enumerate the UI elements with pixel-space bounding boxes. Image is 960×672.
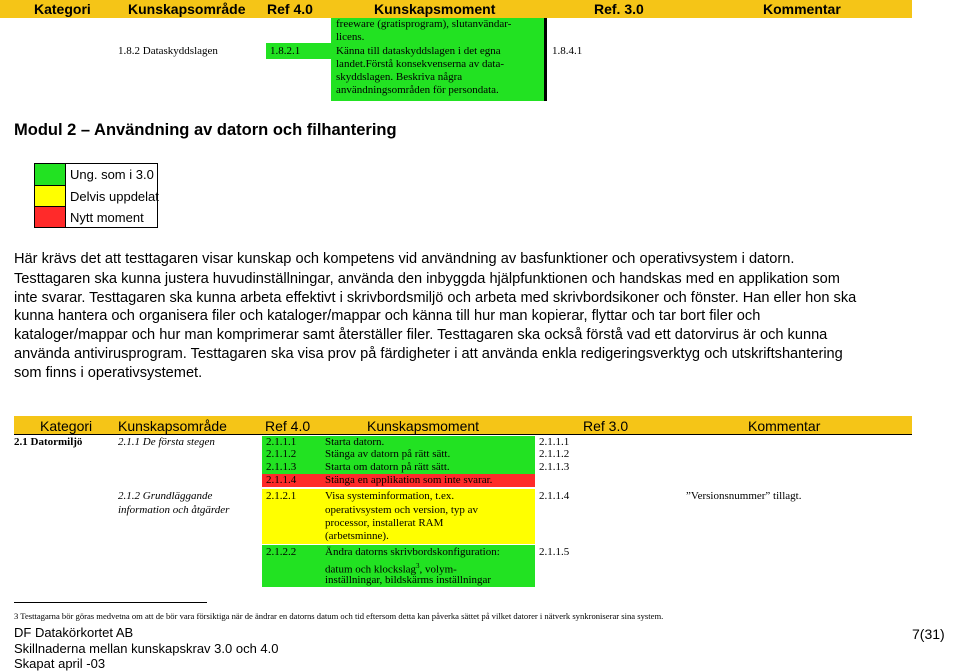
row-4-moment: Stänga en applikation som inte svarar. — [325, 474, 493, 486]
row-5-moment-l3: processor, installerat RAM — [325, 517, 444, 529]
row-5-ref40: 2.1.2.1 — [266, 490, 297, 502]
legend-yellow-swatch — [34, 185, 66, 207]
row-5-moment-l4: (arbetsminne). — [325, 530, 389, 542]
row-6-moment-l2b: , volym- — [419, 563, 457, 576]
row-2-moment: Stänga av datorn på rätt sätt. — [325, 448, 451, 460]
intro-line-7: som finns i operativsystemet. — [14, 365, 203, 381]
area-grundlaggande-l2: information och åtgärder — [118, 504, 230, 516]
footer-date: Skapat april -03 — [14, 656, 106, 671]
row-1-bg — [262, 436, 535, 448]
row-5-moment-l2: operativsystem och version, typ av — [325, 504, 479, 516]
row-6-moment-l1: Ändra datorns skrivbordskonfiguration: — [325, 546, 500, 558]
row-6-ref40: 2.1.2.2 — [266, 546, 297, 558]
area-dataskyddslagen: 1.8.2 Dataskyddslagen — [118, 45, 218, 57]
row-3-ref30: 2.1.1.3 — [539, 461, 570, 473]
cont-line-1: freeware (gratisprogram), slutanvändar- — [336, 18, 512, 30]
row-1-ref40: 2.1.1.1 — [266, 436, 297, 448]
intro-line-4: kunna hantera och organisera filer och kataloger/mappar och känna till hur man kopierar, flyttar och tar bort filer och — [14, 308, 761, 324]
footnote-ref-3: 3 — [416, 562, 420, 570]
row-6-moment-l2a: datum och klockslag — [325, 563, 417, 576]
row-5-comment: ”Versionsnummer” tillagt. — [686, 490, 802, 502]
footer-page-number: 7(31) — [912, 626, 945, 642]
category-datormiljo: 2.1 Datormiljö — [14, 436, 83, 448]
bhdr-kommentar: Kommentar — [748, 418, 821, 434]
row-4-ref40: 2.1.1.4 — [266, 474, 297, 486]
header-kunskapsomrade: Kunskapsområde — [128, 1, 246, 17]
top-table-header — [0, 0, 912, 18]
header-kommentar: Kommentar — [763, 1, 841, 17]
intro-line-2: Testtagaren ska kunna justera huvudinställningar, använda den inbyggda hjälpfunktionen och handskas med en applikation som — [14, 271, 840, 287]
bhdr-kategori: Kategori — [40, 418, 93, 434]
intro-line-1: Här krävs det att testtagaren visar kunskap och kompetens vid användning av basfunktioner och operativsystem i datorn. — [14, 251, 795, 267]
legend-green-swatch — [34, 163, 66, 186]
bottom-header-rule — [14, 434, 912, 435]
footer-doc: Skillnaderna mellan kunskapskrav 3.0 och 4.0 — [14, 641, 279, 656]
footnote-rule — [14, 602, 207, 603]
bhdr-ref30: Ref 3.0 — [583, 418, 629, 434]
legend-red-label: Nytt moment — [70, 210, 144, 225]
header-kunskapsmoment: Kunskapsmoment — [374, 1, 496, 17]
ref30-1841: 1.8.4.1 — [552, 45, 583, 57]
area-grundlaggande-l1: 2.1.2 Grundläggande — [118, 490, 213, 502]
legend-yellow-label: Delvis uppdelat — [70, 189, 159, 204]
bhdr-kunskapsmoment: Kunskapsmoment — [367, 418, 480, 434]
module-title: Modul 2 – Användning av datorn och filhantering — [14, 121, 397, 139]
footer-org: DF Datakörkortet AB — [14, 625, 134, 640]
header-kategori: Kategori — [34, 1, 91, 17]
row-3-moment: Starta om datorn på rätt sätt. — [325, 461, 450, 473]
bottom-table-header — [14, 416, 912, 434]
moment-line-4: användningsområden för persondata. — [336, 84, 499, 96]
row-6-ref30: 2.1.1.5 — [539, 546, 570, 558]
intro-line-6: använda antivirusprogram. Testtagaren ska visa prov på färdigheter i att använda enkla redigeringsverktyg och utskriftshantering — [14, 346, 843, 362]
intro-line-3: inte svarar. Testtagaren ska kunna arbeta effektivt i skrivbordsmiljö och arbeta med skrivbordsikoner och fönster. Han eller hon ska — [14, 290, 857, 306]
row-1-moment: Starta datorn. — [325, 436, 385, 448]
footnote-text: 3 Testtagarna bör göras medvetna om att de bör vara försiktiga när de ändrar en datorns datum och tid eftersom detta kan påverka sättet på vilket datorer i nätverk synkroniserar sina system. — [14, 611, 664, 621]
cont-line-2: licens. — [336, 31, 365, 43]
row-5-ref30: 2.1.1.4 — [539, 490, 570, 502]
header-ref30: Ref. 3.0 — [594, 1, 644, 17]
row-2-ref40: 2.1.1.2 — [266, 448, 297, 460]
intro-line-5: kataloger/mappar och hur man komprimerar samt återställer filer. Testtagaren ska också förstå vad ett datorvirus är och kunna — [14, 327, 828, 343]
moment-line-2: landet.Förstå konsekvenserna av data- — [336, 58, 504, 70]
bhdr-ref40: Ref 4.0 — [265, 418, 311, 434]
top-moment-border — [544, 18, 547, 101]
area-forsta-stegen: 2.1.1 De första stegen — [118, 436, 215, 448]
row-6-moment-l3: inställningar, bildskärms inställningar — [325, 574, 492, 586]
row-5-moment-l1: Visa systeminformation, t.ex. — [325, 490, 455, 502]
row-1-ref30: 2.1.1.1 — [539, 436, 570, 448]
bhdr-kunskapsomrade: Kunskapsområde — [118, 418, 227, 434]
moment-line-1: Känna till dataskyddslagen i det egna — [336, 45, 501, 57]
legend-green-label: Ung. som i 3.0 — [70, 167, 154, 182]
ref40-1821: 1.8.2.1 — [270, 45, 301, 57]
row-3-ref40: 2.1.1.3 — [266, 461, 297, 473]
header-ref40: Ref 4.0 — [267, 1, 313, 17]
legend-red-swatch — [34, 206, 66, 228]
row-2-ref30: 2.1.1.2 — [539, 448, 570, 460]
moment-line-3: skyddslagen. Beskriva några — [336, 71, 463, 83]
